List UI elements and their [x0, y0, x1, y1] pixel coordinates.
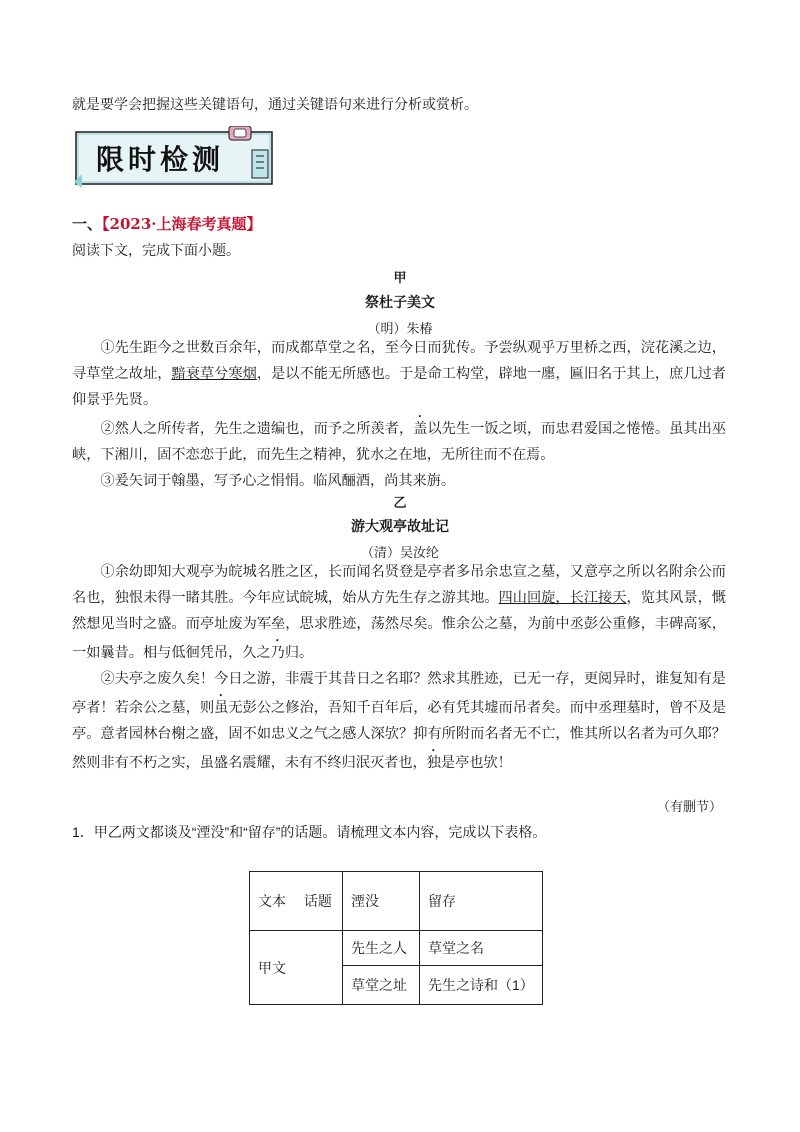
heading-prefix: 一、	[72, 215, 103, 233]
table-header-cell: 留存	[420, 872, 543, 931]
table-cell: 草堂之名	[420, 931, 543, 966]
text-a-paragraph-1: ①先生距今之世数百余年，而成都草堂之名，至今日而犹传。予尝纵观乎万里桥之西，浣花溪之边，寻草堂之故址，黯衰草兮寒烟，是以不能无所感也。于是命工构堂，辟地一廛，匾旧名于其上，庶几过者仰景乎先贤。	[72, 340, 726, 408]
table-header-cell: 湮没	[343, 872, 420, 931]
text-b-paragraph-1: ①余幼即知大观亭为皖城名胜之区，长而闻名贤登是亭者多吊余忠宣之墓，又意亭之所以名附余公而名也，独恨未得一睹其胜。今年应试皖城，始从方先生存之游其地。四山回旋，长江接天，览其风景，慨然想见当时之盛。而亭址废为军垒，思求胜迹，荡然尽矣。惟余公之墓，为前中丞彭公重修，丰碑高冢，一如曩昔。相与低徊凭吊，久之乃归。	[72, 564, 726, 661]
reading-instruction: 阅读下文，完成下面小题。	[72, 243, 240, 259]
text-a-body	[72, 335, 726, 494]
dotted-char: 独	[426, 755, 441, 771]
table-row	[250, 872, 543, 931]
intro-text: 就是要学会把握这些关键语句，通过关键语句来进行分析或赏析。	[72, 97, 478, 113]
text-a-title: 祭杜子美文	[365, 295, 435, 311]
text-a-paragraph-3: ③爰矢词于翰墨，写予心之悁悁。临风酾酒，尚其来旃。	[100, 473, 456, 489]
table-row	[250, 931, 543, 966]
answer-table	[249, 871, 543, 1005]
table-cell: 草堂之址	[343, 966, 420, 1005]
underlined-phrase: 黯衰草兮寒烟	[171, 366, 257, 382]
section-banner	[74, 126, 274, 188]
abridged-note: （有删节）	[656, 800, 722, 815]
table-header-cell: 文本 话题	[250, 872, 343, 931]
dotted-char: 乃	[270, 645, 285, 661]
text-b-label: 乙	[393, 496, 407, 511]
text-b-paragraph-2: ②夫亭之废久矣！今日之游，非震于其昔日之名耶？然求其胜迹，已无一存，更阅异时，谁复知有是亭者！若余公之墓，则虽无彭公之修治，吾知千百年后，必有凭其墟而吊者矣。而中丞理墓时，曾不及是亭。意者园林台榭之盛，固不如忠义之气之感人深欤？抑有所附而名者无不亡，惟其所以名者为可久耶？然则非有不朽之实，虽盛名震耀，未有不终归泯灭者也，独是亭也欤！	[72, 671, 726, 771]
table-cell: 先生之诗和（1）	[420, 966, 543, 1005]
text-a-paragraph-2: ②然人之所传者，先生之遗编也，而予之所羡者，盖以先生一饭之顷，而忠君爱国之惓惓。虽其出巫峡，下湘川，固不恋恋于此，而先生之精神，犹水之在地，无所往而不在焉。	[72, 421, 726, 463]
table-cell: 先生之人	[343, 931, 420, 966]
banner-title: 限时检测	[96, 143, 225, 176]
text-a-label: 甲	[393, 271, 407, 286]
question-heading	[72, 213, 262, 234]
text-b-body	[72, 559, 726, 776]
question-1: 1．甲乙两文都谈及“湮没”和“留存”的话题。请梳理文本内容，完成以下表格。	[72, 824, 547, 840]
text-a-author: （明）朱椿	[367, 322, 433, 337]
text-b-title: 游大观亭故址记	[351, 519, 449, 535]
dotted-char: 虽	[214, 700, 229, 716]
text-b-author: （清）吴汝纶	[360, 546, 439, 561]
table-row-label: 甲文	[250, 931, 343, 1005]
exam-tag: 【2023·上海春考真题】	[102, 215, 262, 233]
dotted-char: 盖	[413, 421, 428, 437]
underlined-phrase: 四山回旋，长江接天	[498, 590, 627, 606]
